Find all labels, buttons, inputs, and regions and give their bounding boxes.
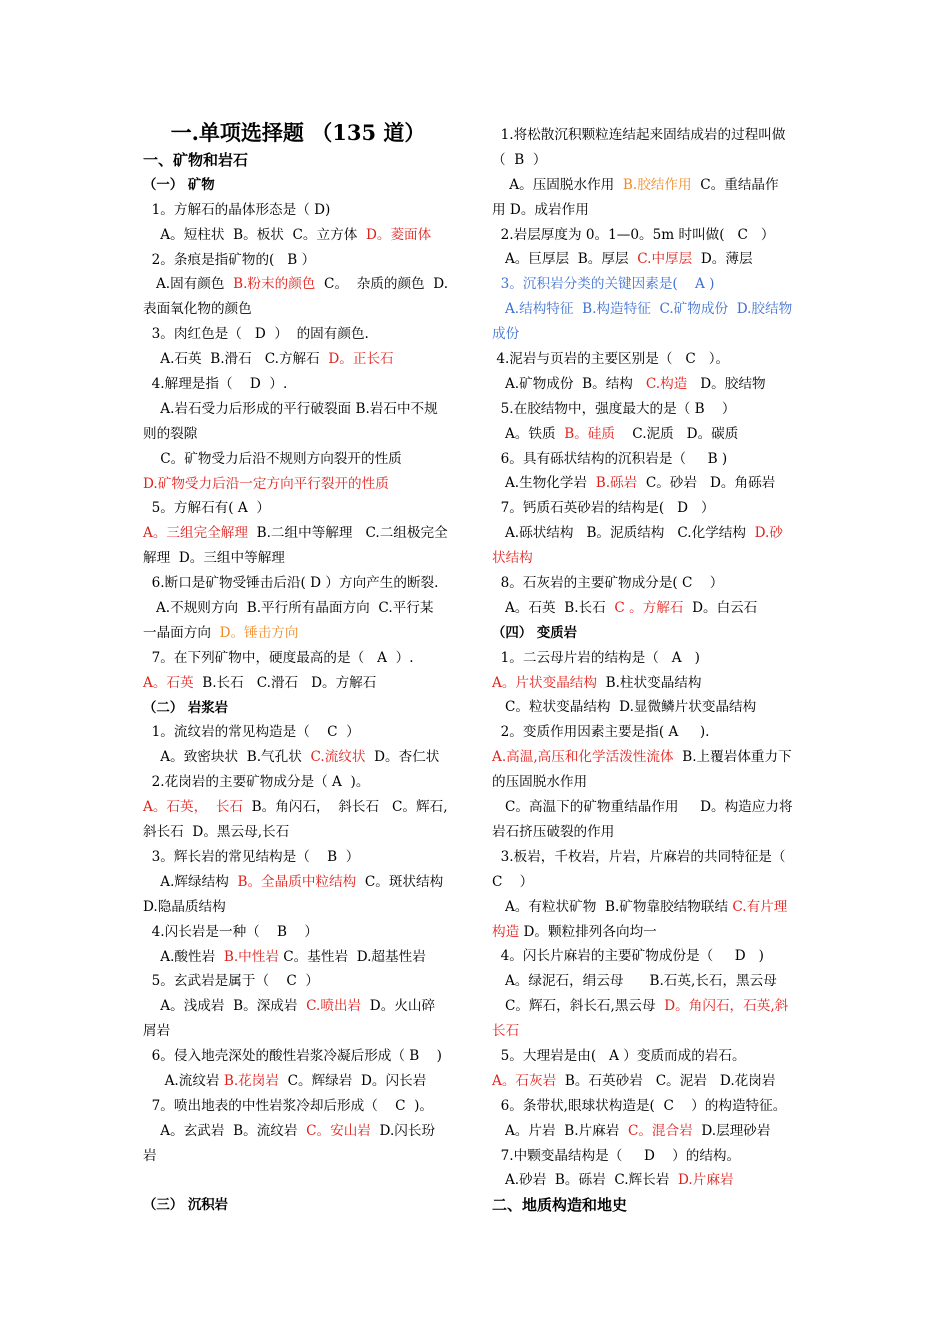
line-text: A。短柱状 B。板状 C。立方体 [143, 226, 366, 243]
document-title: 一.单项选择题 （135 道） [170, 120, 426, 145]
line-text: B。角闪石， 斜长石 C。辉石, [243, 799, 448, 816]
text-line [492, 123, 812, 148]
line-text: 7.中颗变晶结构是（ D ）的结构。 [492, 1147, 741, 1164]
line-text: B.长石 C.滑石 D。方解石 [193, 674, 377, 691]
text-line [143, 820, 461, 845]
text-line [143, 770, 461, 795]
line-text: 用 D。成岩作用 [492, 201, 589, 218]
line-text: A.固有颜色 [143, 276, 234, 293]
text-line [492, 596, 812, 621]
answer-highlight: B。硅质 [564, 425, 615, 442]
line-text: 5。玄武岩是属于（ C ） [143, 973, 319, 990]
text-line [143, 347, 461, 372]
text-line [143, 496, 461, 521]
line-text: B.上覆岩体重力下 [673, 749, 792, 766]
text-line [492, 895, 812, 920]
text-line [143, 1069, 461, 1094]
text-line [143, 969, 461, 994]
line-text: C。辉石，斜长石,黑云母 [492, 998, 665, 1015]
text-line [492, 397, 812, 422]
subsection-heading [492, 621, 812, 646]
answer-highlight: C 。方解石 [614, 599, 684, 616]
line-text: 5。方解石有( A ） [143, 500, 270, 517]
line-text: 8。石灰岩的主要矿物成分是( C ） [492, 575, 724, 592]
section-heading [143, 148, 461, 173]
line-text: C。矿物受力后沿不规则方向裂开的性质 [143, 450, 402, 467]
text-line [143, 920, 461, 945]
text-line [492, 944, 812, 969]
line-text: C。粒状变晶结构 D.显微鳞片状变晶结构 [492, 699, 757, 716]
text-line [143, 596, 461, 621]
line-text: 2.花岗岩的主要矿物成分是（ A )。 [143, 774, 370, 791]
text-line [492, 646, 812, 671]
text-line [143, 1094, 461, 1119]
line-text: A。致密块状 B.气孔状 [143, 749, 311, 766]
text-line [492, 1019, 812, 1044]
text-line [492, 795, 812, 820]
answer-highlight: A。三组完全解理 [143, 525, 248, 542]
text-line [492, 571, 812, 596]
answer-highlight: D.砂 [754, 525, 783, 542]
line-text: （二） 岩浆岩 [143, 699, 229, 716]
subsection-heading [143, 696, 461, 721]
text-line [143, 223, 461, 248]
line-text: B。石英砂岩 C。泥岩 D.花岗岩 [556, 1072, 776, 1089]
answer-highlight: C。安山岩 [306, 1122, 371, 1139]
line-text: A.酸性岩 [143, 948, 224, 965]
line-text: 7。喷出地表的中性岩浆冷却后形成（ C )。 [143, 1097, 434, 1114]
line-text: 的压固脱水作用 [492, 774, 588, 791]
text-line [492, 247, 812, 272]
line-text: （三） 沉积岩 [143, 1197, 229, 1214]
text-line [492, 422, 812, 447]
line-text: A.砂岩 B。砾岩 C.辉长岩 [492, 1172, 679, 1189]
text-line [143, 422, 461, 447]
answer-highlight: D。锤击方向 [219, 624, 299, 641]
subsection-heading [143, 1193, 461, 1218]
line-text: A。巨厚层 B。厚层 [492, 251, 638, 268]
line-text: C ） [492, 873, 534, 890]
line-text: D。胶结物 [687, 375, 766, 392]
answer-highlight: C.流纹状 [310, 749, 366, 766]
line-text: 7。钙质石英砂岩的结构是( D ） [492, 500, 715, 517]
text-line [492, 372, 812, 397]
text-line [143, 297, 461, 322]
line-text: 6。侵入地壳深处的酸性岩浆冷凝后形成（ B ) [143, 1048, 442, 1065]
blank-line [143, 1169, 461, 1194]
line-text: 2.岩层厚度为 0。1—0。5m 时叫做( C ） [492, 226, 775, 243]
answer-highlight: 成份 [492, 326, 520, 343]
line-text: C。斑状结构 [356, 873, 444, 890]
line-text: 斜长石 D。黑云母,长石 [143, 824, 290, 841]
line-text: 3。肉红色是（ D ） 的固有颜色. [143, 326, 369, 343]
subsection-heading [143, 173, 461, 198]
answer-highlight: C.有片理 [732, 898, 788, 915]
answer-highlight: B.粉末的颜色 [233, 276, 316, 293]
answer-highlight: D.矿物受力后沿一定方向平行裂开的性质 [143, 475, 389, 492]
answer-highlight: A。石英， 长石 [143, 799, 244, 816]
line-text: C。基性岩 D.超基性岩 [278, 948, 426, 965]
answer-highlight: A.高温,高压和化学活泼性流体 [492, 749, 674, 766]
text-line [492, 546, 812, 571]
line-text: C。高温下的矿物重结晶作用 D。构造应力将 [492, 799, 793, 816]
text-line [143, 671, 461, 696]
text-line [492, 322, 812, 347]
text-line [143, 994, 461, 1019]
answer-highlight: A.结构特征 B.构造特征 C.矿物成份 D.胶结物 [492, 301, 793, 318]
line-text: D。薄层 [692, 251, 753, 268]
answer-highlight: A。石灰岩 [492, 1072, 557, 1089]
line-text: A。铁质 [492, 425, 565, 442]
line-text: 6.断口是矿物受锤击后沿( D ）方向产生的断裂. [143, 575, 439, 592]
answer-highlight: D。菱面体 [365, 226, 432, 243]
line-text: 3。辉长岩的常见结构是（ B ） [143, 848, 360, 865]
line-text: A。玄武岩 B。流纹岩 [143, 1122, 307, 1139]
text-line [143, 895, 461, 920]
text-line [143, 472, 461, 497]
line-text: 1。流纹岩的常见构造是（ C ） [143, 724, 360, 741]
line-text: 4.泥岩与页岩的主要区别是（ C ）。 [492, 351, 730, 368]
line-text: D。杏仁状 [365, 749, 440, 766]
line-text: B.柱状变晶结构 [596, 674, 702, 691]
text-line [492, 347, 812, 372]
text-line [492, 297, 812, 322]
text-line [143, 571, 461, 596]
text-line [143, 1144, 461, 1169]
line-text: A.生物化学岩 [492, 475, 596, 492]
text-line [492, 198, 812, 223]
text-line [492, 770, 812, 795]
text-line [492, 920, 812, 945]
answer-highlight: B.胶结作用 [622, 176, 692, 193]
line-text: （ B ） [492, 151, 547, 168]
line-text: 一晶面方向 [143, 624, 220, 641]
text-line [143, 397, 461, 422]
line-text: 4。闪长片麻岩的主要矿物成份是（ D ) [492, 948, 764, 965]
line-text: A.砾状结构 B。泥质结构 C.化学结构 [492, 525, 755, 542]
text-line [143, 521, 461, 546]
line-text: A。有粒状矿物 B.矿物靠胶结物联结 [492, 898, 733, 915]
text-line [143, 372, 461, 397]
line-text: 5。大理岩是由( A ）变质而成的岩石。 [492, 1047, 746, 1064]
text-line [492, 1144, 812, 1169]
text-line [143, 745, 461, 770]
text-line [143, 870, 461, 895]
text-line [492, 521, 812, 546]
answer-highlight: B。全晶质中粒结构 [237, 873, 357, 890]
answer-highlight: 3。沉积岩分类的关键因素是( A ) [492, 276, 715, 293]
text-line [143, 1119, 461, 1144]
line-text: A。石英 B.长石 [492, 599, 615, 616]
answer-highlight: B.砾岩 [595, 475, 638, 492]
answer-highlight: C.构造 [645, 375, 688, 392]
text-line [492, 1168, 812, 1193]
text-line [492, 870, 812, 895]
answer-highlight: C.中厚层 [637, 251, 693, 268]
line-text: 二、地质构造和地史 [492, 1196, 628, 1215]
line-text: 2。变质作用因素主要是指( A ). [492, 724, 710, 741]
text-line [492, 1069, 812, 1094]
text-line [492, 820, 812, 845]
text-line [143, 621, 461, 646]
answer-highlight: 构造 [492, 923, 520, 940]
line-text: B.二组中等解理 C.二组极完全 [247, 525, 448, 542]
line-text: A.岩石受力后形成的平行破裂面 B.岩石中不规 [143, 400, 438, 417]
line-text: A。浅成岩 B。深成岩 [143, 998, 307, 1015]
line-text: D.闪长玢 [370, 1122, 436, 1139]
text-line [143, 945, 461, 970]
answer-highlight: B.中性岩 [223, 948, 279, 965]
line-text: D。火山碎 [361, 998, 436, 1015]
line-text: 岩 [143, 1147, 157, 1164]
line-text: A。压固脱水作用 [492, 176, 623, 193]
text-line [143, 720, 461, 745]
line-text: C。砂岩 D。角砾岩 [637, 475, 776, 492]
line-text: 7。在下列矿物中，硬度最高的是（ A ）. [143, 649, 414, 666]
line-text: A.矿物成份 B。结构 [492, 375, 646, 392]
line-text: D.层理砂岩 [692, 1122, 771, 1139]
line-text: 解理 D。三组中等解理 [143, 550, 285, 567]
line-text: A.石英 B.滑石 C.方解石 [143, 351, 329, 368]
answer-highlight: D.片麻岩 [678, 1172, 734, 1189]
line-text: A。片岩 B.片麻岩 [492, 1122, 628, 1139]
text-line [492, 720, 812, 745]
line-text: 4.闪长岩是一种（ B ） [143, 923, 318, 940]
text-line [143, 272, 461, 297]
text-line [143, 322, 461, 347]
answer-highlight: B.花岗岩 [223, 1072, 279, 1089]
text-line [143, 845, 461, 870]
line-text: 则的裂隙 [143, 425, 198, 442]
line-text: （一） 矿物 [143, 176, 215, 193]
right-column [492, 123, 812, 1218]
text-line [492, 223, 812, 248]
text-line [492, 671, 812, 696]
text-line [492, 969, 812, 994]
line-text: A.流纹岩 [143, 1072, 224, 1089]
answer-highlight: C。混合岩 [627, 1122, 693, 1139]
line-text: 5.在胶结物中，强度最大的是（ B ） [492, 400, 736, 417]
text-line [143, 248, 461, 273]
line-text: 岩石挤压破裂的作用 [492, 823, 615, 840]
answer-highlight: D。角闪石，石英,斜 [664, 998, 789, 1015]
line-text: D。颗粒排列各向均一 [519, 923, 657, 940]
text-line [492, 1094, 812, 1119]
line-text: C。 杂质的颜色 D. [315, 276, 449, 293]
right-column-lines [492, 123, 812, 1218]
text-line [492, 845, 812, 870]
line-text: 1。二云母片岩的结构是（ A ) [492, 649, 700, 666]
line-text: 屑岩 [143, 1023, 171, 1040]
line-text: C。重结晶作 [691, 176, 779, 193]
line-text: 4.解理是指（ D ）. [143, 376, 288, 393]
text-line [492, 447, 812, 472]
line-text: A。绿泥石，绢云母 B.石英,长石，黑云母 [492, 973, 777, 990]
text-line [143, 795, 461, 820]
answer-highlight: D。正长石 [328, 351, 394, 368]
line-text: C。辉绿岩 D。闪长岩 [278, 1072, 427, 1089]
line-text: 6。条带状,眼球状构造是( C ）的构造特征。 [492, 1097, 787, 1114]
text-line [492, 1119, 812, 1144]
left-column-lines [143, 148, 461, 1218]
text-line [492, 1044, 812, 1069]
line-text: 2。条痕是指矿物的( B ） [143, 251, 316, 268]
line-text: 3.板岩，千枚岩，片岩，片麻岩的共同特征是（ [492, 848, 786, 865]
answer-highlight: C.喷出岩 [306, 998, 362, 1015]
text-line [492, 496, 812, 521]
text-line [143, 546, 461, 571]
section-heading [492, 1193, 812, 1218]
line-text: 一、矿物和岩石 [143, 151, 249, 169]
line-text: D。白云石 [683, 599, 758, 616]
text-line [143, 447, 461, 472]
text-line [492, 471, 812, 496]
text-line [492, 173, 812, 198]
answer-highlight: A。石英 [143, 674, 194, 691]
line-text: A.辉绿结构 [143, 873, 238, 890]
line-text: 6。具有砾状结构的沉积岩是（ B ) [492, 450, 728, 467]
text-line [492, 695, 812, 720]
text-line [143, 1044, 461, 1069]
text-line [143, 198, 461, 223]
text-line [492, 272, 812, 297]
text-line [492, 745, 812, 770]
line-text: 表面氧化物的颜色 [143, 301, 252, 318]
line-text: 1.将松散沉积颗粒连结起来固结成岩的过程叫做 [492, 127, 786, 143]
left-column [143, 118, 461, 1218]
text-line [143, 1019, 461, 1044]
line-text: （四） 变质岩 [492, 624, 578, 641]
text-line [492, 148, 812, 173]
text-line [492, 994, 812, 1019]
text-line [143, 646, 461, 671]
answer-highlight: 状结构 [492, 550, 533, 567]
line-text: 1。方解石的晶体形态是（ D) [143, 201, 331, 218]
answer-highlight: A。片状变晶结构 [492, 674, 597, 691]
line-text: A.不规则方向 B.平行所有晶面方向 C.平行某 [143, 600, 434, 617]
line-text: D.隐晶质结构 [143, 898, 226, 915]
answer-highlight: 长石 [492, 1023, 520, 1040]
line-text: C.泥质 D。碳质 [615, 425, 739, 442]
